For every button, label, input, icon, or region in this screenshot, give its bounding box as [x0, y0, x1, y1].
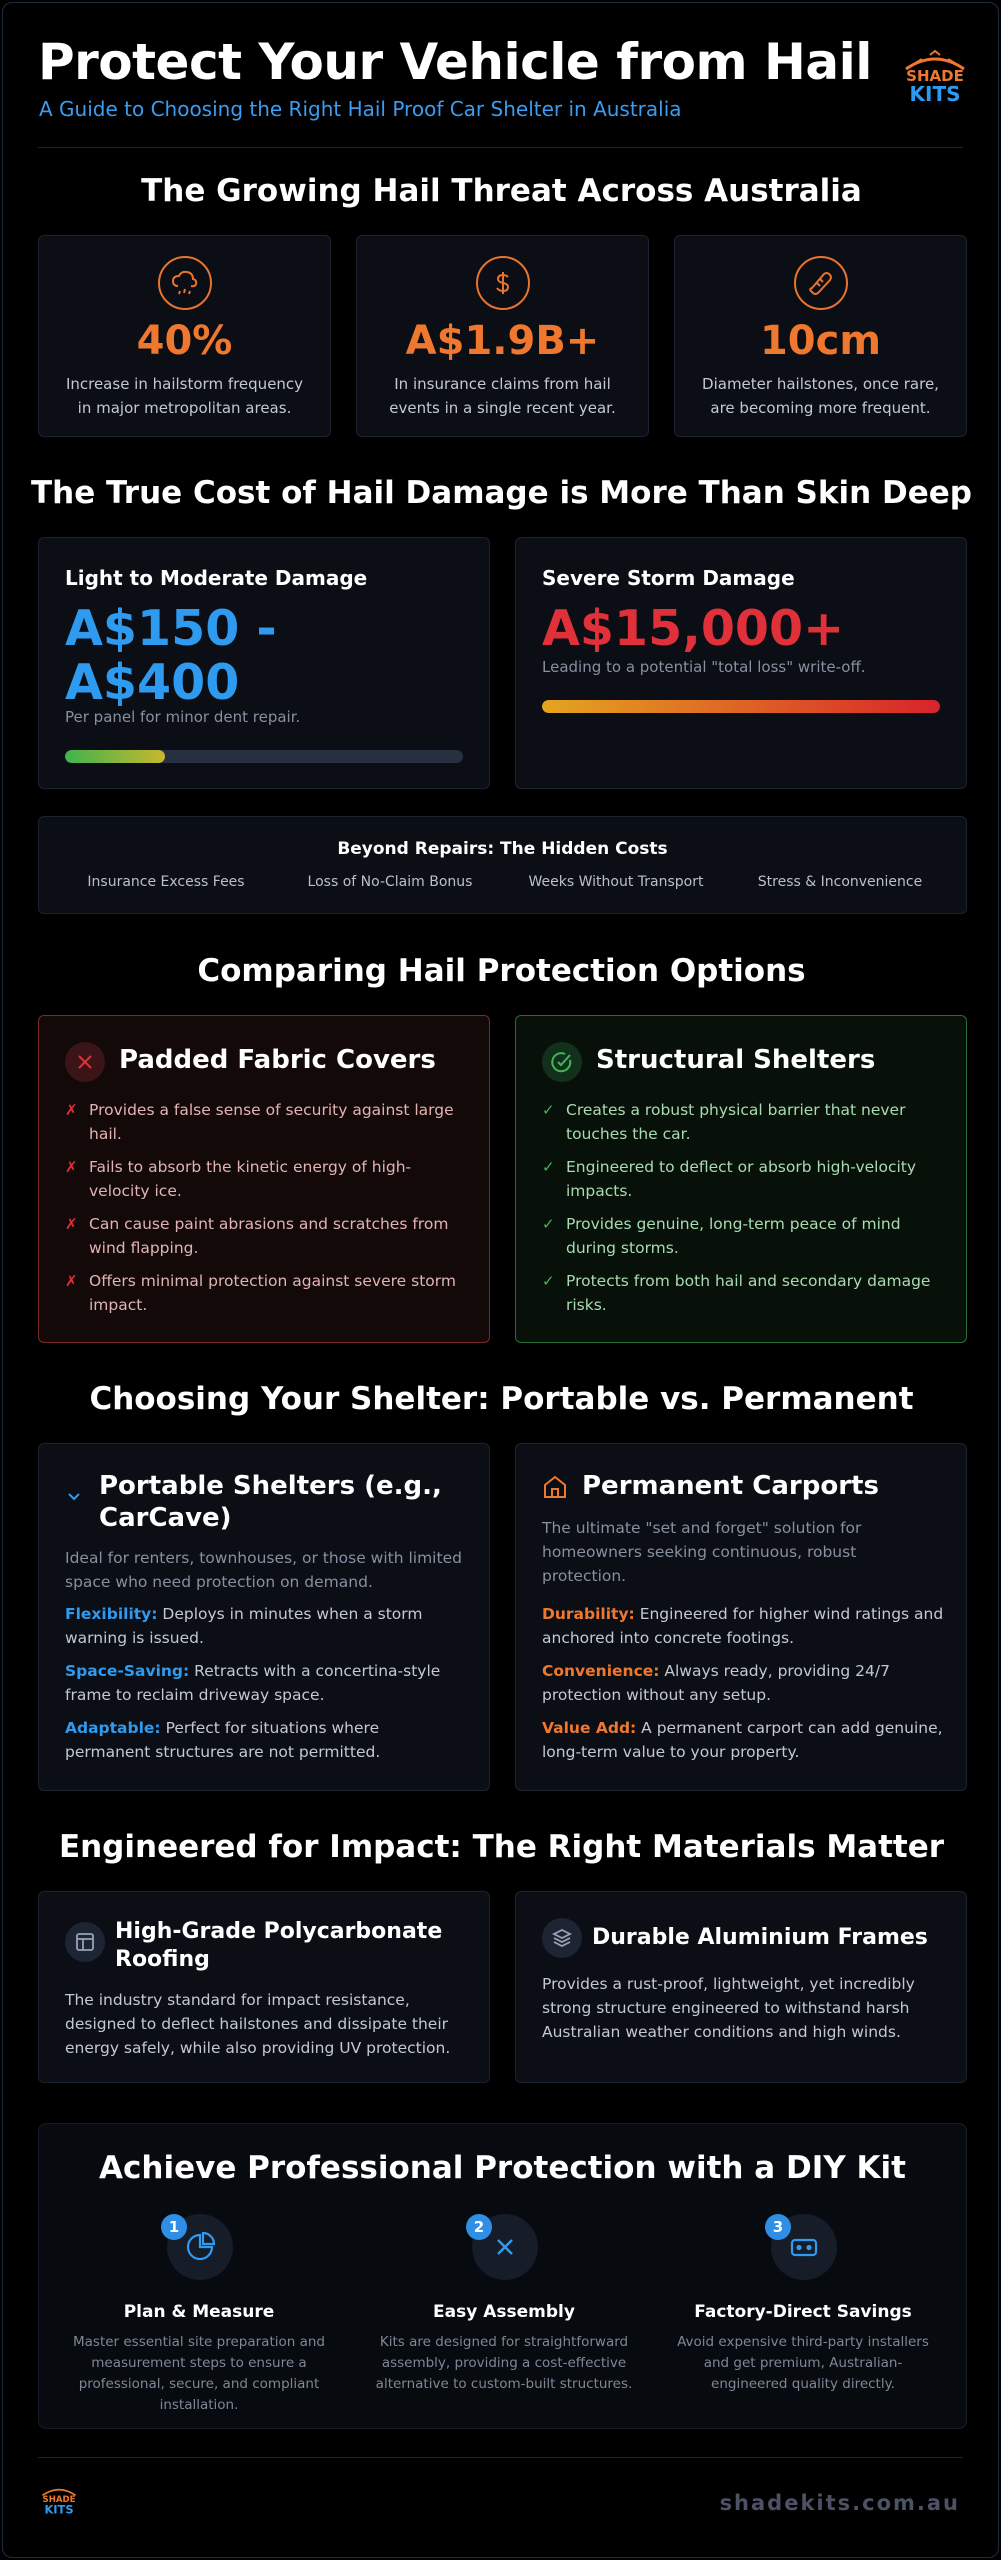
- logo-text-kits: KITS: [909, 82, 961, 106]
- list-item: ✗ Offers minimal protection against severe storm impact.: [65, 1269, 467, 1317]
- cross-mark-icon: ✗: [65, 1215, 78, 1233]
- infographic-page: [2, 2, 999, 2558]
- list-item: Adaptable: Perfect for situations where permanent structures are not permitted.: [65, 1719, 381, 1761]
- list-item: ✗ Provides a false sense of security against large hail.: [65, 1098, 467, 1146]
- hailstorm-cloud-icon: [158, 256, 212, 310]
- list-item: ✗ Fails to absorb the kinetic energy of high-velocity ice.: [65, 1155, 467, 1203]
- stat-card-claims: [356, 235, 649, 437]
- cross-mark-icon: ✗: [65, 1272, 78, 1290]
- compare-section-title: Comparing Hail Protection Options: [197, 953, 806, 989]
- materials-section-title: Engineered for Impact: The Right Materials Matter: [58, 1829, 945, 1865]
- step-number-badge: 3: [765, 2214, 791, 2240]
- step-title: Plan & Measure: [123, 2302, 275, 2322]
- hidden-costs-title: Beyond Repairs: The Hidden Costs: [337, 839, 668, 859]
- hidden-costs-card: [38, 816, 967, 914]
- check-mark-icon: ✓: [542, 1272, 555, 1290]
- light-price-line1: A$150 -: [65, 600, 277, 657]
- structural-shelters-list: [542, 1098, 944, 1326]
- list-item: Flexibility: Deploys in minutes when a storm warning is issued.: [65, 1605, 423, 1647]
- check-mark-icon: ✓: [542, 1158, 555, 1176]
- stat-value: 10cm: [759, 318, 882, 364]
- list-item: ✓ Protects from both hail and secondary damage risks.: [542, 1269, 944, 1317]
- footer-logo-kits: KITS: [44, 2502, 74, 2517]
- chevron-down-icon: [67, 1490, 81, 1504]
- portable-shelters-card: [38, 1443, 490, 1791]
- list-item: ✗ Can cause paint abrasions and scratches from wind flapping.: [65, 1212, 467, 1260]
- cost-section-title: The True Cost of Hail Damage is More Than Skin Deep: [31, 475, 972, 511]
- aluminium-title: Durable Aluminium Frames: [592, 1925, 928, 1950]
- stat-description: Diameter hailstones, once rare, are becoming more frequent.: [702, 375, 939, 417]
- stat-card-frequency: [38, 235, 331, 437]
- footer-website-link[interactable]: shadekits.com.au: [719, 2491, 960, 2515]
- ruler-icon: [794, 256, 848, 310]
- list-item: Space-Saving: Retracts with a concertina-style frame to reclaim driveway space.: [65, 1662, 441, 1704]
- light-damage-bar: [65, 750, 463, 763]
- stat-card-hailstones: [674, 235, 967, 437]
- step-number-badge: 1: [161, 2214, 187, 2240]
- portable-shelters-title: Portable Shelters (e.g., CarCave): [99, 1471, 442, 1533]
- shadekits-logo: [900, 49, 970, 109]
- light-damage-price: [65, 602, 277, 710]
- hidden-cost-item: Weeks Without Transport: [528, 874, 704, 890]
- hidden-cost-item: Stress & Inconvenience: [757, 874, 923, 890]
- structural-shelters-title: Structural Shelters: [596, 1045, 876, 1075]
- list-item: Value Add: A permanent carport can add genuine, long-term value to your property.: [542, 1719, 943, 1761]
- severe-damage-bar: [542, 700, 940, 713]
- step-number-badge: 2: [466, 2214, 492, 2240]
- diy-section-title: Achieve Professional Protection with a DIY Kit: [99, 2150, 906, 2186]
- aluminium-desc: Provides a rust-proof, lightweight, yet incredibly strong structure engineered to withstand harsh Australian weather conditions and high winds.: [542, 1975, 915, 2041]
- severe-damage-title: Severe Storm Damage: [542, 566, 795, 590]
- check-mark-icon: ✓: [542, 1215, 555, 1233]
- footer-logo[interactable]: [39, 2483, 79, 2519]
- list-item: Convenience: Always ready, providing 24/7 protection without any setup.: [542, 1662, 890, 1704]
- footer-logo-shade: SHADE: [42, 2495, 76, 2506]
- hidden-cost-item: Loss of No-Claim Bonus: [307, 874, 473, 890]
- stat-description: In insurance claims from hail events in a single recent year.: [389, 375, 616, 417]
- light-damage-bar-fill: [65, 750, 165, 763]
- severe-damage-card: [515, 537, 967, 789]
- light-damage-note: Per panel for minor dent repair.: [65, 708, 301, 726]
- step-description: Kits are designed for straightforward assembly, providing a cost-effective alternative to custom-built structures.: [375, 2334, 633, 2392]
- page-title: Protect Your Vehicle from Hail: [38, 33, 872, 91]
- light-price-line2: A$400: [65, 654, 240, 711]
- step-description: Master essential site preparation and measurement steps to ensure a professional, secure, and compliant installation.: [72, 2334, 325, 2413]
- light-damage-title: Light to Moderate Damage: [65, 566, 368, 590]
- layers-icon: [542, 1918, 582, 1958]
- list-item: Durability: Engineered for higher wind ratings and anchored into concrete footings.: [542, 1605, 944, 1647]
- aluminium-card: [515, 1891, 967, 2083]
- polycarbonate-card: [38, 1891, 490, 2083]
- stat-value: 40%: [136, 318, 233, 364]
- severe-damage-bar-fill: [542, 700, 940, 713]
- step-title: Factory-Direct Savings: [694, 2302, 912, 2322]
- fabric-covers-list: [65, 1098, 467, 1326]
- structural-shelters-card: [515, 1015, 967, 1343]
- step-title: Easy Assembly: [433, 2302, 575, 2322]
- home-icon: [542, 1474, 568, 1500]
- threat-section-title: The Growing Hail Threat Across Australia: [141, 173, 862, 209]
- x-icon: [65, 1042, 105, 1082]
- check-circle-icon: [542, 1042, 582, 1082]
- list-item: ✓ Provides genuine, long-term peace of mind during storms.: [542, 1212, 944, 1260]
- list-item: ✓ Creates a robust physical barrier that never touches the car.: [542, 1098, 944, 1146]
- portable-shelters-intro: Ideal for renters, townhouses, or those with limited space who need protection on demand.: [65, 1549, 462, 1591]
- hidden-cost-item: Insurance Excess Fees: [87, 874, 245, 890]
- severe-damage-note: Leading to a potential "total loss" write-off.: [542, 658, 866, 676]
- stat-description: Increase in hailstorm frequency in major metropolitan areas.: [65, 375, 304, 417]
- dollar-icon: [476, 256, 530, 310]
- fabric-covers-card: [38, 1015, 490, 1343]
- choosing-section-title: Choosing Your Shelter: Portable vs. Permanent: [89, 1381, 914, 1417]
- page-subtitle: A Guide to Choosing the Right Hail Proof Car Shelter in Australia: [39, 97, 682, 121]
- polycarbonate-title: High-Grade Polycarbonate Roofing: [115, 1919, 443, 1972]
- polycarbonate-desc: The industry standard for impact resistance, designed to deflect hailstones and dissipate their energy safely, while also providing UV protection.: [65, 1991, 451, 2057]
- severe-damage-price: A$15,000+: [542, 600, 845, 657]
- step-description: Avoid expensive third-party installers and get premium, Australian-engineered quality directly.: [677, 2334, 929, 2392]
- permanent-features-list: [542, 1602, 944, 1773]
- light-damage-card: [38, 537, 490, 789]
- list-item: ✓ Engineered to deflect or absorb high-velocity impacts.: [542, 1155, 944, 1203]
- logo-text-shade: SHADE: [906, 67, 964, 85]
- cross-mark-icon: ✗: [65, 1158, 78, 1176]
- header-divider: [38, 147, 963, 148]
- permanent-carports-title: Permanent Carports: [582, 1471, 879, 1501]
- footer-divider: [38, 2457, 963, 2458]
- cross-mark-icon: ✗: [65, 1101, 78, 1119]
- portable-features-list: [65, 1602, 467, 1773]
- stat-value: A$1.9B+: [405, 318, 600, 364]
- check-mark-icon: ✓: [542, 1101, 555, 1119]
- permanent-carports-intro: The ultimate "set and forget" solution for homeowners seeking continuous, robust protection.: [542, 1519, 862, 1585]
- fabric-covers-title: Padded Fabric Covers: [119, 1045, 436, 1075]
- layout-panel-icon: [65, 1922, 105, 1962]
- diy-kit-section: [38, 2123, 967, 2429]
- permanent-carports-card: [515, 1443, 967, 1791]
